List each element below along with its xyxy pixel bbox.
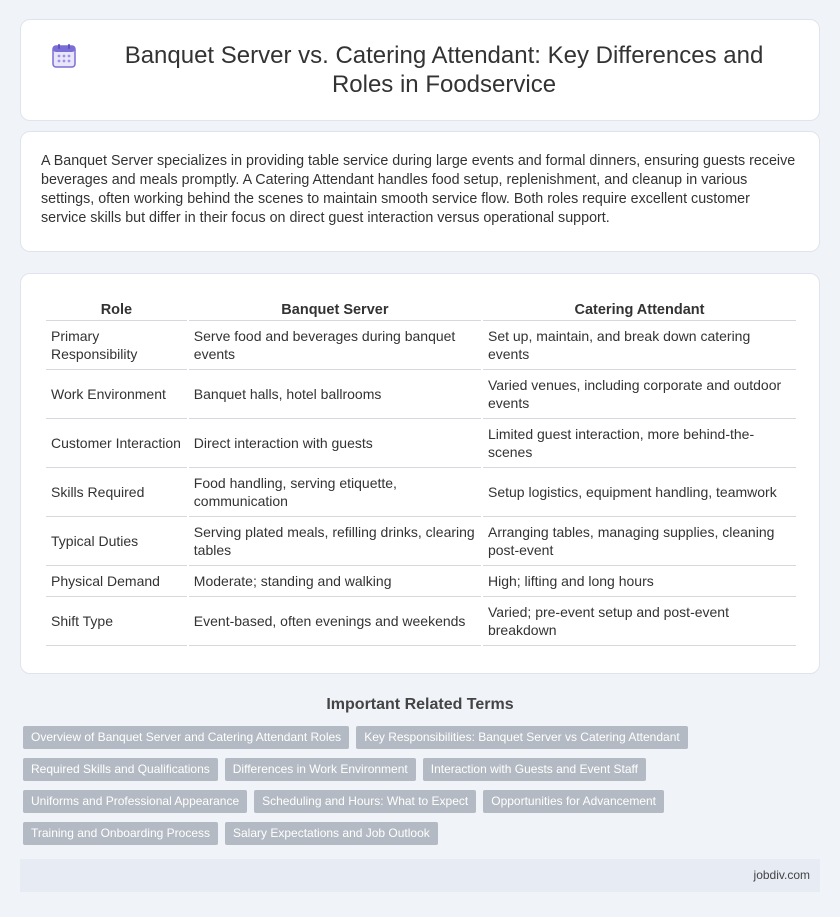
- table-row: [46, 517, 796, 566]
- column-header-catering-attendant: Catering Attendant: [483, 294, 796, 321]
- row-label: Typical Duties: [46, 517, 187, 566]
- banquet-server-cell: Serving plated meals, refilling drinks, clearing tables: [189, 517, 481, 566]
- row-label: Primary Responsibility: [46, 321, 187, 370]
- table-row: [46, 370, 796, 419]
- catering-attendant-cell: Varied; pre-event setup and post-event breakdown: [483, 597, 796, 646]
- row-label: Customer Interaction: [46, 419, 187, 468]
- banquet-server-cell: Event-based, often evenings and weekends: [189, 597, 481, 646]
- related-terms-list: [20, 726, 820, 845]
- calendar-icon: [51, 43, 77, 69]
- table-row: [46, 468, 796, 517]
- page-title: Banquet Server vs. Catering Attendant: Key Differences and Roles in Foodservice: [124, 42, 764, 98]
- footer: [20, 859, 820, 892]
- table-row: [46, 321, 796, 370]
- related-term-link[interactable]: Interaction with Guests and Event Staff: [423, 758, 646, 781]
- table-row: [46, 566, 796, 597]
- catering-attendant-cell: Arranging tables, managing supplies, cleaning post-event: [483, 517, 796, 566]
- column-header-banquet-server: Banquet Server: [189, 294, 481, 321]
- row-label: Shift Type: [46, 597, 187, 646]
- comparison-card: [20, 273, 820, 674]
- related-terms-heading: Important Related Terms: [326, 696, 514, 713]
- table-header-row: [46, 294, 796, 321]
- catering-attendant-cell: Varied venues, including corporate and outdoor events: [483, 370, 796, 419]
- intro-paragraph: A Banquet Server specializes in providing table service during large events and formal dinners, ensuring guests receive beverages and meals promptly. A Catering Attendant handles food setup, replenishment, and cleanup in various settings, often working behind the scenes to maintain smooth service flow. Both roles require excellent customer service skills but differ in their focus on direct guest interaction versus operational support.: [41, 153, 796, 226]
- table-row: [46, 597, 796, 646]
- related-term-link[interactable]: Training and Onboarding Process: [23, 822, 218, 845]
- intro-card: [20, 131, 820, 252]
- title-card: [20, 19, 820, 121]
- comparison-table: [44, 294, 798, 646]
- catering-attendant-cell: Setup logistics, equipment handling, teamwork: [483, 468, 796, 517]
- catering-attendant-cell: High; lifting and long hours: [483, 566, 796, 597]
- banquet-server-cell: Direct interaction with guests: [189, 419, 481, 468]
- banquet-server-cell: Moderate; standing and walking: [189, 566, 481, 597]
- row-label: Physical Demand: [46, 566, 187, 597]
- banquet-server-cell: Banquet halls, hotel ballrooms: [189, 370, 481, 419]
- catering-attendant-cell: Limited guest interaction, more behind-the-scenes: [483, 419, 796, 468]
- footer-site-name[interactable]: jobdiv.com: [753, 868, 810, 882]
- related-term-link[interactable]: Scheduling and Hours: What to Expect: [254, 790, 476, 813]
- related-term-link[interactable]: Overview of Banquet Server and Catering Attendant Roles: [23, 726, 349, 749]
- page: [0, 19, 840, 892]
- row-label: Work Environment: [46, 370, 187, 419]
- banquet-server-cell: Serve food and beverages during banquet events: [189, 321, 481, 370]
- title-wrap: [51, 41, 789, 99]
- banquet-server-cell: Food handling, serving etiquette, communication: [189, 468, 481, 517]
- related-term-link[interactable]: Differences in Work Environment: [225, 758, 416, 781]
- related-term-link[interactable]: Salary Expectations and Job Outlook: [225, 822, 438, 845]
- related-term-link[interactable]: Opportunities for Advancement: [483, 790, 664, 813]
- related-term-link[interactable]: Key Responsibilities: Banquet Server vs Catering Attendant: [356, 726, 688, 749]
- column-header-role: Role: [46, 294, 187, 321]
- related-term-link[interactable]: Required Skills and Qualifications: [23, 758, 218, 781]
- row-label: Skills Required: [46, 468, 187, 517]
- related-term-link[interactable]: Uniforms and Professional Appearance: [23, 790, 247, 813]
- table-row: [46, 419, 796, 468]
- catering-attendant-cell: Set up, maintain, and break down catering events: [483, 321, 796, 370]
